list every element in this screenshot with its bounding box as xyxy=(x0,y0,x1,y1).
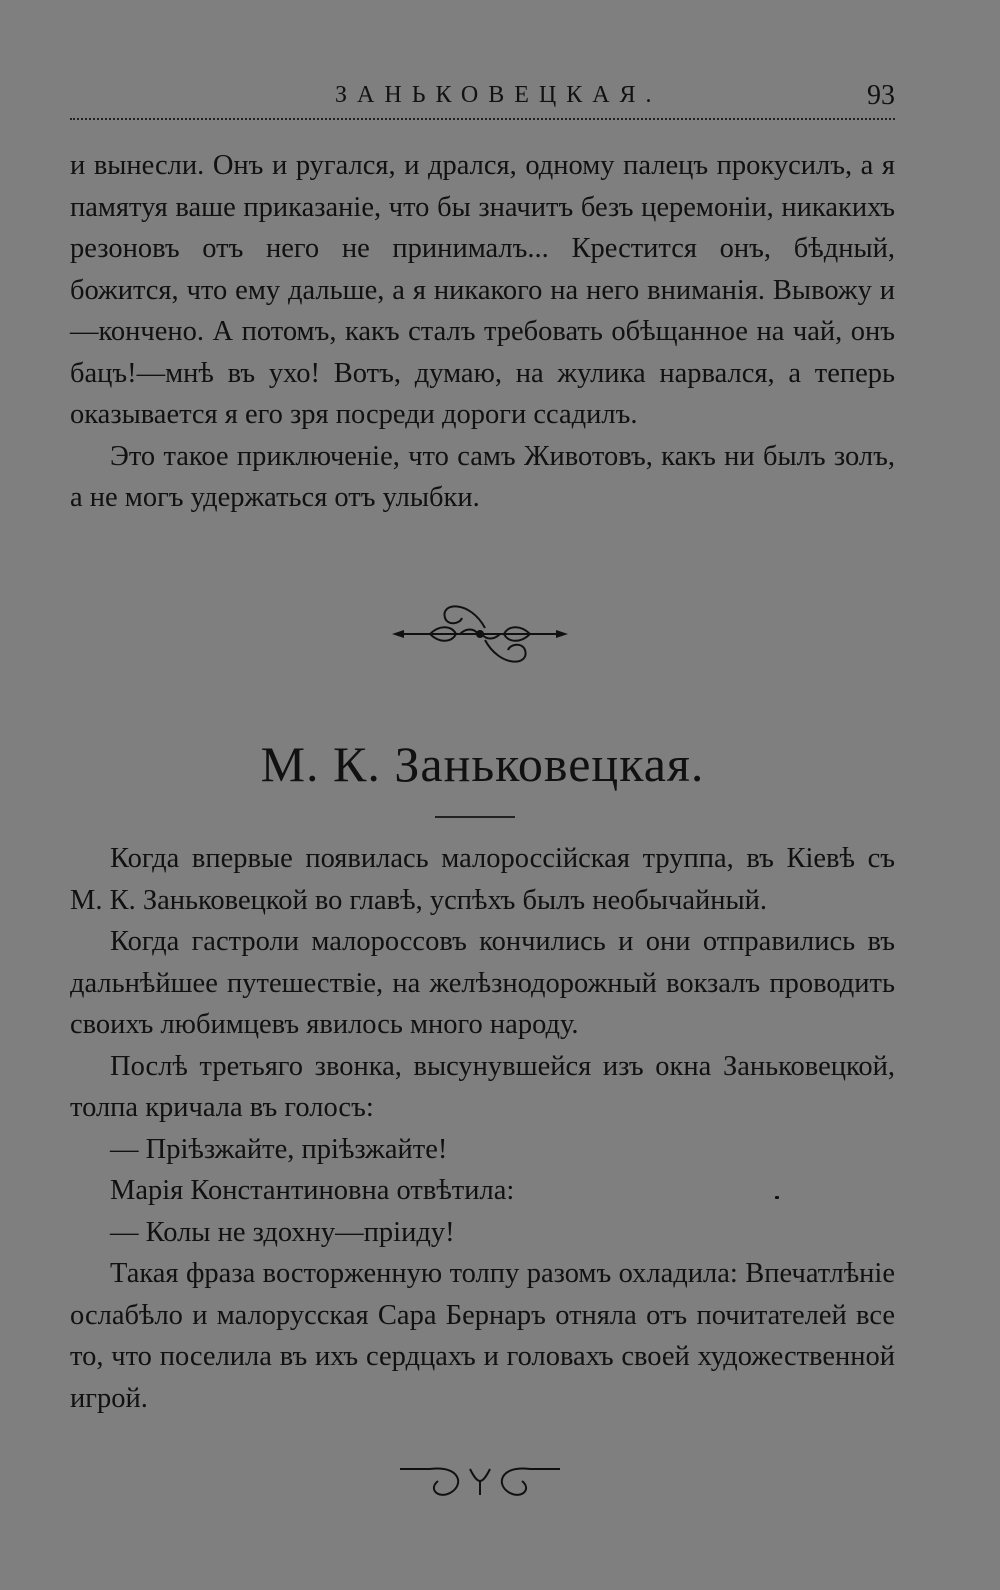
closing-ornament xyxy=(390,1455,570,1505)
story-ending xyxy=(70,145,895,519)
print-speck xyxy=(775,1196,779,1199)
section-body xyxy=(70,838,895,1419)
title-rule xyxy=(435,816,515,818)
paragraph: Послѣ третьяго звонка, высунувшейся изъ окна Заньковецкой, толпа кричала въ голосъ: xyxy=(70,1050,895,1123)
paragraph: Когда впервые появилась малороссійская труппа, въ Кіевѣ съ М. К. Заньковецкой во главѣ, успѣхъ былъ необычайный. xyxy=(70,843,895,916)
dialogue-line: — Колы не здохну—пріиду! xyxy=(110,1216,455,1248)
section-title: М. К. Заньковецкая. xyxy=(260,736,705,792)
paragraph: Когда гастроли малороссовъ кончились и они отправились въ дальнѣйшее путешествіе, на желѣзнодорожный вокзалъ проводить своихъ любимцевъ явилось много народу. xyxy=(70,926,895,1040)
book-page xyxy=(70,0,895,1590)
paragraph: и вынесли. Онъ и ругался, и дрался, одному палецъ прокусилъ, а я памятуя ваше приказаніе, что бы значитъ безъ церемоніи, никакихъ резоновъ отъ него не принималъ... Крестится онъ, бѣдный, божится, что ему дальше, а я никакого на него вниманія. Вывожу и—кончено. А потомъ, какъ сталъ требовать обѣщанное на чай, онъ бацъ!—мнѣ въ ухо! Вотъ, думаю, на жулика нарвался, а теперь оказывается я его зря посреди дороги ссадилъ. xyxy=(70,150,895,430)
dialogue-line: Марія Константиновна отвѣтила: xyxy=(110,1175,515,1206)
header-dotted-rule xyxy=(70,118,895,120)
dialogue-line: — Пріѣзжайте, пріѣзжайте! xyxy=(110,1133,448,1165)
page-number: 93 xyxy=(867,80,895,111)
running-title: ЗАНЬКОВЕЦКАЯ. xyxy=(335,82,662,108)
floral-ornament xyxy=(390,590,570,680)
running-head xyxy=(70,82,895,122)
paragraph: Это такое приключеніе, что самъ Животовъ, какъ ни былъ золъ, а не могъ удержаться отъ улыбки. xyxy=(70,440,895,513)
paragraph: Такая фраза восторженную толпу разомъ охладила: Впечатлѣніе ослабѣло и малорусская Сара Бернаръ отняла отъ почитателей все то, что поселила въ ихъ сердцахъ и головахъ своей художественной игрой. xyxy=(70,1258,895,1414)
